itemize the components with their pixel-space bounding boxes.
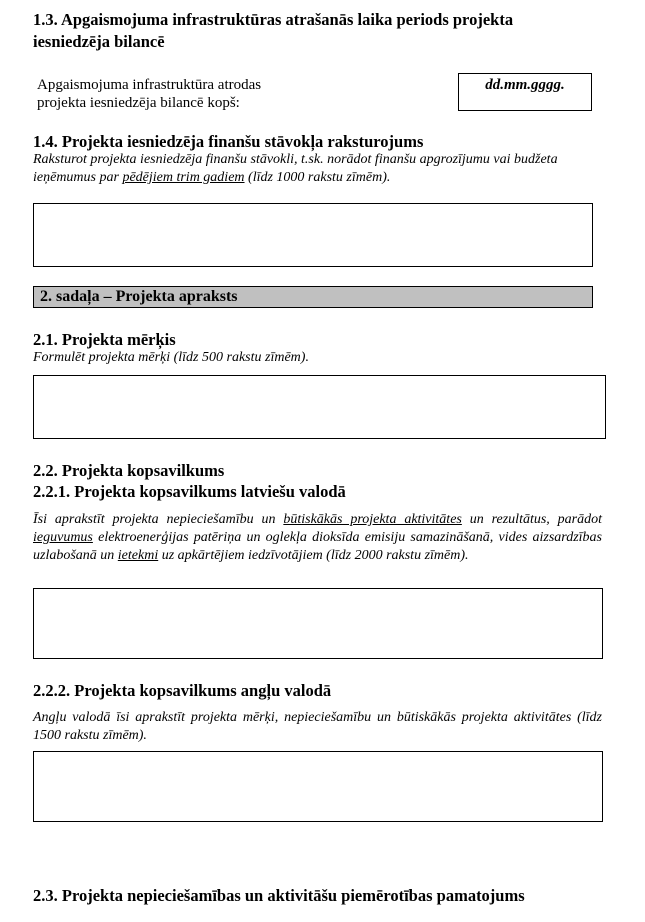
heading-2-2: 2.2. Projekta kopsavilkums xyxy=(33,461,225,480)
hint-text: un rezultātus, parādot xyxy=(461,512,603,527)
balance-date-field[interactable] xyxy=(458,73,592,111)
date-placeholder: dd.mm.gggg. xyxy=(485,77,565,93)
summary-en-textarea[interactable] xyxy=(33,751,603,822)
heading-2-2-2: 2.2.2. Projekta kopsavilkums angļu valodā xyxy=(33,681,332,700)
hint-underlined: ieguvumus xyxy=(33,530,93,545)
label-line: Apgaismojuma infrastruktūra atrodas xyxy=(37,77,262,93)
heading-2-3: 2.3. Projekta nepieciešamības un aktivitāšu piemērotības pamatojums xyxy=(33,886,525,905)
hint-text: (līdz 1000 rakstu zīmēm). xyxy=(244,170,391,185)
heading-2-1: 2.1. Projekta mērķis xyxy=(33,330,176,349)
hint-underlined: būtiskākās projekta aktivitātes xyxy=(283,512,462,527)
hint-text: Raksturot projekta iesniedzēja finanšu stāvokli, t.sk. norādot finanšu apgrozījumu vai budžeta ieņēmumus par xyxy=(33,152,558,185)
financial-status-textarea[interactable] xyxy=(33,203,593,267)
heading-1-3: 1.3. Apgaismojuma infrastruktūras atrašanās laika periods projekta iesniedzēja bilancē xyxy=(33,10,514,51)
heading-1-4: 1.4. Projekta iesniedzēja finanšu stāvokļa raksturojums xyxy=(33,132,424,151)
hint-underlined: ietekmi xyxy=(117,548,159,563)
hint-text: uz apkārtējiem iedzīvotājiem (līdz 2000 rakstu zīmēm). xyxy=(158,548,469,563)
balance-since-label xyxy=(37,76,261,112)
hint-2-1: Formulēt projekta mērķi (līdz 500 rakstu zīmēm). xyxy=(33,350,309,365)
hint-1-4 xyxy=(33,151,573,187)
hint-text: elektroenerģijas patēriņa un oglekļa dioksīda emisiju samazināšanā, vides aizsardzības uzlabošanā un xyxy=(33,530,602,563)
label-line: projekta iesniedzēja bilancē kopš: xyxy=(37,95,240,111)
section-2-header: 2. sadaļa – Projekta apraksts xyxy=(33,286,593,308)
project-goal-textarea[interactable] xyxy=(33,375,606,439)
hint-text: Īsi aprakstīt projekta nepieciešamību un xyxy=(33,512,284,527)
hint-2-2-1 xyxy=(33,511,602,565)
hint-underlined: pēdējiem trim gadiem xyxy=(122,170,245,185)
heading-2-2-1: 2.2.1. Projekta kopsavilkums latviešu valodā xyxy=(33,482,346,501)
hint-2-2-2: Angļu valodā īsi aprakstīt projekta mērķi, nepieciešamību un būtiskākās projekta aktivitātes (līdz 1500 rakstu zīmēm). xyxy=(33,710,602,743)
summary-lv-textarea[interactable] xyxy=(33,588,603,659)
